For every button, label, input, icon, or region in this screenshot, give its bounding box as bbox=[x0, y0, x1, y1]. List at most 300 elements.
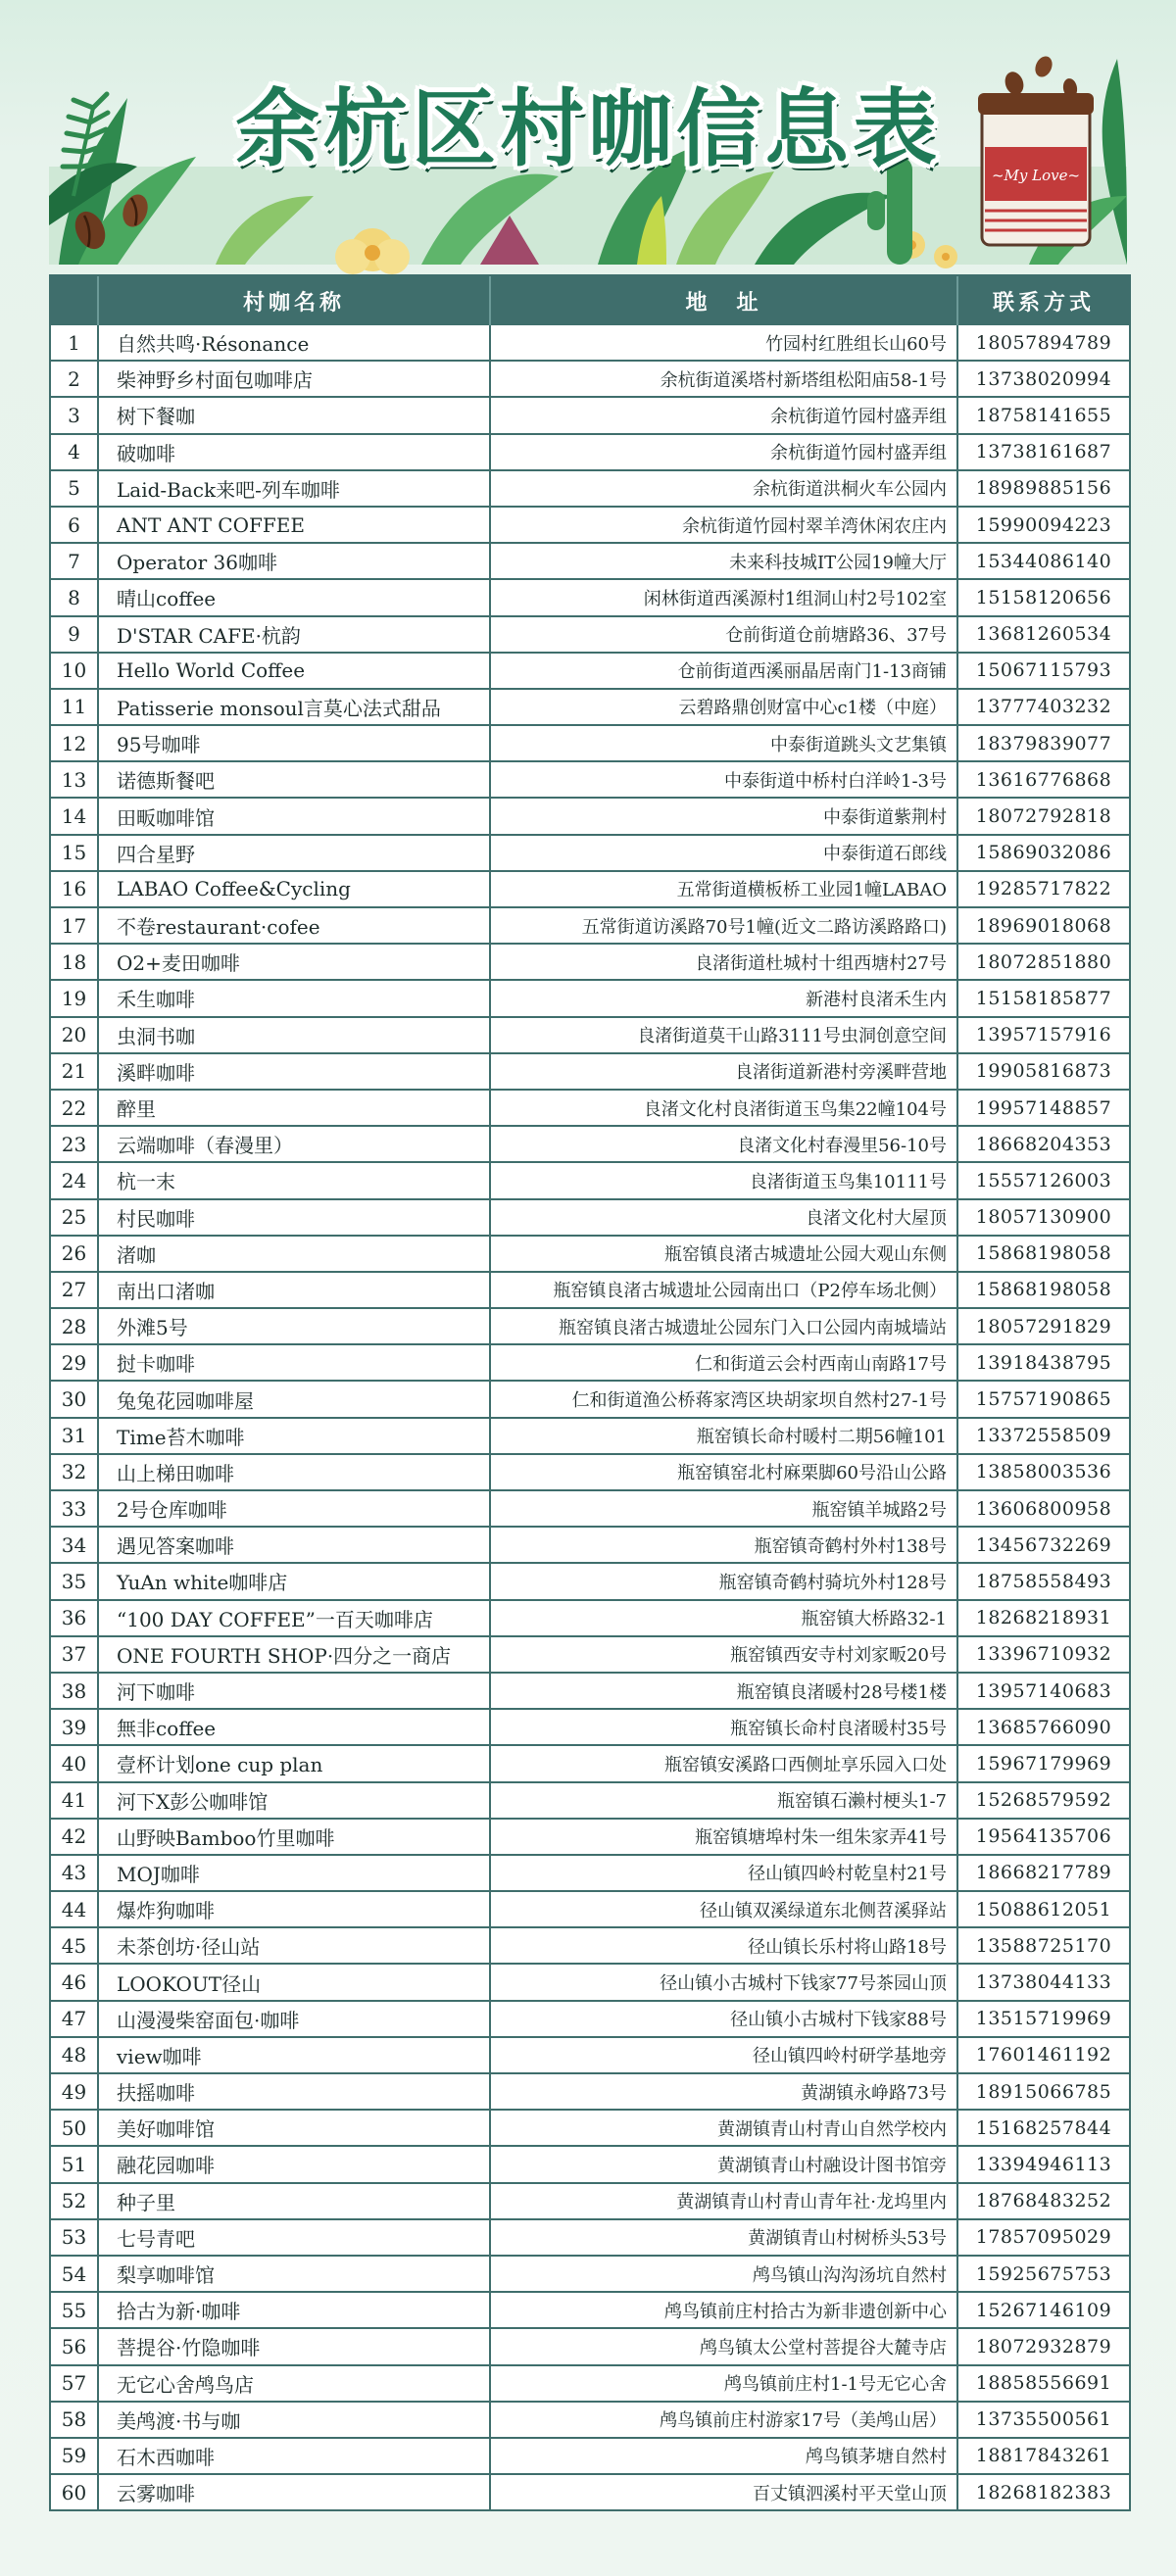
cafe-name: 村民咖啡 bbox=[98, 1199, 490, 1236]
cafe-name: 爆炸狗咖啡 bbox=[98, 1891, 490, 1927]
table-row bbox=[51, 1053, 1129, 1090]
cafe-address: 良渚街道莫干山路3111号虫洞创意空间 bbox=[490, 1017, 957, 1053]
cafe-phone: 15088612051 bbox=[957, 1891, 1129, 1927]
cafe-phone: 18915066785 bbox=[957, 2073, 1129, 2110]
page-title: 余杭区村咖信息表 bbox=[235, 80, 941, 178]
cafe-name: 河下咖啡 bbox=[98, 1673, 490, 1709]
cafe-phone: 15067115793 bbox=[957, 653, 1129, 689]
cafe-phone: 13918438795 bbox=[957, 1344, 1129, 1381]
cafe-name: 壹杯计划one cup plan bbox=[98, 1745, 490, 1781]
cafe-name: 梨享咖啡馆 bbox=[98, 2256, 490, 2292]
table-row bbox=[51, 1454, 1129, 1490]
cafe-address: 径山镇四岭村研学基地旁 bbox=[490, 2037, 957, 2073]
cafe-name: 山野映Bamboo竹里咖啡 bbox=[98, 1819, 490, 1855]
cafe-phone: 13738161687 bbox=[957, 434, 1129, 470]
cafe-phone: 13616776868 bbox=[957, 761, 1129, 798]
cafe-name: 美好咖啡馆 bbox=[98, 2110, 490, 2146]
svg-text:~My Love~: ~My Love~ bbox=[991, 167, 1081, 184]
cafe-phone: 13456732269 bbox=[957, 1527, 1129, 1563]
cafe-address: 鸬鸟镇山沟沟汤坑自然村 bbox=[490, 2256, 957, 2292]
cafe-name: ANT ANT COFFEE bbox=[98, 507, 490, 543]
cafe-address: 鸬鸟镇前庄村1-1号无它心舍 bbox=[490, 2365, 957, 2402]
cafe-name: 美鸬渡·书与咖 bbox=[98, 2402, 490, 2438]
row-number: 5 bbox=[51, 470, 98, 507]
cafe-name: D'STAR CAFE·杭韵 bbox=[98, 616, 490, 653]
cafe-address: 鸬鸟镇前庄村游家17号（美鸬山居） bbox=[490, 2402, 957, 2438]
cafe-address: 黄湖镇青山村融设计图书馆旁 bbox=[490, 2146, 957, 2182]
cafe-name: 种子里 bbox=[98, 2183, 490, 2219]
table-row bbox=[51, 1418, 1129, 1454]
cafe-phone: 18072792818 bbox=[957, 798, 1129, 834]
cafe-phone: 18758141655 bbox=[957, 397, 1129, 433]
cafe-address: 瓶窑镇大桥路32-1 bbox=[490, 1600, 957, 1636]
cafe-name: 河下X彭公咖啡馆 bbox=[98, 1782, 490, 1819]
cafe-name: 无它心舍鸬鸟店 bbox=[98, 2365, 490, 2402]
row-number: 59 bbox=[51, 2438, 98, 2474]
cafe-address: 中泰街道石郎线 bbox=[490, 835, 957, 871]
table-row bbox=[51, 1272, 1129, 1308]
row-number: 42 bbox=[51, 1819, 98, 1855]
table-row bbox=[51, 1381, 1129, 1417]
cafe-name: 融花园咖啡 bbox=[98, 2146, 490, 2182]
table-row bbox=[51, 361, 1129, 397]
cafe-address: 五常街道访溪路70号1幢(近文二路访溪路路口) bbox=[490, 907, 957, 944]
row-number: 24 bbox=[51, 1162, 98, 1198]
cafe-address: 径山镇长乐村将山路18号 bbox=[490, 1927, 957, 1964]
table-row bbox=[51, 1745, 1129, 1781]
table-row bbox=[51, 1162, 1129, 1198]
cafe-phone: 18072932879 bbox=[957, 2328, 1129, 2364]
row-number: 57 bbox=[51, 2365, 98, 2402]
cafe-name: 扶摇咖啡 bbox=[98, 2073, 490, 2110]
table-row bbox=[51, 2292, 1129, 2328]
row-number: 37 bbox=[51, 1636, 98, 1673]
cafe-name: 七号青吧 bbox=[98, 2219, 490, 2256]
table-row bbox=[51, 1017, 1129, 1053]
cafe-phone: 13777403232 bbox=[957, 689, 1129, 725]
table-row bbox=[51, 2328, 1129, 2364]
cafe-name: 柴神野乡村面包咖啡店 bbox=[98, 361, 490, 397]
cafe-name: YuAn white咖啡店 bbox=[98, 1563, 490, 1599]
row-number: 12 bbox=[51, 725, 98, 761]
cafe-phone: 18817843261 bbox=[957, 2438, 1129, 2474]
cafe-phone: 17601461192 bbox=[957, 2037, 1129, 2073]
table-row bbox=[51, 798, 1129, 834]
table-row bbox=[51, 907, 1129, 944]
column-header-index bbox=[51, 276, 98, 325]
table-row bbox=[51, 2183, 1129, 2219]
row-number: 7 bbox=[51, 543, 98, 579]
table-row bbox=[51, 1673, 1129, 1709]
table-row bbox=[51, 2256, 1129, 2292]
cafe-phone: 13515719969 bbox=[957, 2001, 1129, 2037]
cafe-address: 中泰街道中桥村白洋岭1-3号 bbox=[490, 761, 957, 798]
cafe-address: 良渚街道新港村旁溪畔营地 bbox=[490, 1053, 957, 1090]
table-row bbox=[51, 470, 1129, 507]
cafe-address: 瓶窑镇良渚古城遗址公园东门入口公园内南城墙站 bbox=[490, 1308, 957, 1344]
cafe-address: 良渚文化村大屋顶 bbox=[490, 1199, 957, 1236]
cafe-phone: 18072851880 bbox=[957, 944, 1129, 980]
row-number: 34 bbox=[51, 1527, 98, 1563]
row-number: 60 bbox=[51, 2474, 98, 2509]
column-header-contact: 联系方式 bbox=[957, 276, 1129, 325]
cafe-phone: 19957148857 bbox=[957, 1090, 1129, 1126]
table-row bbox=[51, 2219, 1129, 2256]
cafe-name: O2+麦田咖啡 bbox=[98, 944, 490, 980]
table-row bbox=[51, 1236, 1129, 1272]
cafe-name: 云端咖啡（春漫里） bbox=[98, 1126, 490, 1162]
row-number: 40 bbox=[51, 1745, 98, 1781]
table-row bbox=[51, 1527, 1129, 1563]
row-number: 30 bbox=[51, 1381, 98, 1417]
cafe-phone: 18268218931 bbox=[957, 1600, 1129, 1636]
cafe-name: 渚咖 bbox=[98, 1236, 490, 1272]
cafe-address: 瓶窑镇塘埠村朱一组朱家弄41号 bbox=[490, 1819, 957, 1855]
cafe-address: 余杭街道竹园村盛弄组 bbox=[490, 397, 957, 433]
cafe-name: 95号咖啡 bbox=[98, 725, 490, 761]
row-number: 3 bbox=[51, 397, 98, 433]
cafe-address: 百丈镇泗溪村平天堂山顶 bbox=[490, 2474, 957, 2509]
cafe-phone: 13957140683 bbox=[957, 1673, 1129, 1709]
cafe-phone: 13957157916 bbox=[957, 1017, 1129, 1053]
cafe-phone: 15158120656 bbox=[957, 579, 1129, 615]
cafe-address: 中泰街道跳头文艺集镇 bbox=[490, 725, 957, 761]
cafe-phone: 13738020994 bbox=[957, 361, 1129, 397]
cafe-name: 拾古为新·咖啡 bbox=[98, 2292, 490, 2328]
cafe-phone: 19285717822 bbox=[957, 871, 1129, 907]
cafe-address: 云碧路鼎创财富中心c1楼（中庭） bbox=[490, 689, 957, 725]
row-number: 55 bbox=[51, 2292, 98, 2328]
cafe-address: 余杭街道竹园村翠羊湾休闲农庄内 bbox=[490, 507, 957, 543]
row-number: 36 bbox=[51, 1600, 98, 1636]
row-number: 41 bbox=[51, 1782, 98, 1819]
row-number: 8 bbox=[51, 579, 98, 615]
row-number: 23 bbox=[51, 1126, 98, 1162]
cafe-phone: 15158185877 bbox=[957, 980, 1129, 1016]
column-header-address: 地 址 bbox=[490, 276, 957, 325]
row-number: 13 bbox=[51, 761, 98, 798]
table-row bbox=[51, 1490, 1129, 1527]
cafe-phone: 18668204353 bbox=[957, 1126, 1129, 1162]
cafe-name: 破咖啡 bbox=[98, 434, 490, 470]
cafe-phone: 19905816873 bbox=[957, 1053, 1129, 1090]
row-number: 32 bbox=[51, 1454, 98, 1490]
cafe-phone: 18057894789 bbox=[957, 325, 1129, 361]
cafe-address: 瓶窑镇良渚暖村28号楼1楼 bbox=[490, 1673, 957, 1709]
cafe-phone: 13681260534 bbox=[957, 616, 1129, 653]
table-row bbox=[51, 1563, 1129, 1599]
cafe-phone: 15869032086 bbox=[957, 835, 1129, 871]
table-row bbox=[51, 1308, 1129, 1344]
cafe-name: 無非coffee bbox=[98, 1709, 490, 1745]
table-row bbox=[51, 1126, 1129, 1162]
row-number: 9 bbox=[51, 616, 98, 653]
cafe-address: 五常街道横板桥工业园1幢LABAO bbox=[490, 871, 957, 907]
cafe-name: 溪畔咖啡 bbox=[98, 1053, 490, 1090]
cafe-phone: 18768483252 bbox=[957, 2183, 1129, 2219]
header-banner bbox=[49, 0, 1127, 274]
table-row bbox=[51, 1819, 1129, 1855]
table-row bbox=[51, 325, 1129, 361]
cafe-phone: 15868198058 bbox=[957, 1236, 1129, 1272]
row-number: 54 bbox=[51, 2256, 98, 2292]
cafe-name: 挝卡咖啡 bbox=[98, 1344, 490, 1381]
table-row bbox=[51, 1891, 1129, 1927]
cafe-name: 虫洞书咖 bbox=[98, 1017, 490, 1053]
row-number: 45 bbox=[51, 1927, 98, 1964]
cafe-name: Operator 36咖啡 bbox=[98, 543, 490, 579]
cafe-phone: 15168257844 bbox=[957, 2110, 1129, 2146]
cafe-name: 菩提谷·竹隐咖啡 bbox=[98, 2328, 490, 2364]
cafe-phone: 19564135706 bbox=[957, 1819, 1129, 1855]
table-row bbox=[51, 1709, 1129, 1745]
cafe-name: LABAO Coffee&Cycling bbox=[98, 871, 490, 907]
cafe-phone: 18268182383 bbox=[957, 2474, 1129, 2509]
cafe-address: 瓶窑镇西安寺村刘家畈20号 bbox=[490, 1636, 957, 1673]
cafe-name: 兔兔花园咖啡屋 bbox=[98, 1381, 490, 1417]
cafe-address: 仁和街道云会村西南山南路17号 bbox=[490, 1344, 957, 1381]
cafe-address: 瓶窑镇长命村良渚暖村35号 bbox=[490, 1709, 957, 1745]
row-number: 56 bbox=[51, 2328, 98, 2364]
row-number: 51 bbox=[51, 2146, 98, 2182]
row-number: 14 bbox=[51, 798, 98, 834]
table-row bbox=[51, 1600, 1129, 1636]
cafe-phone: 18057291829 bbox=[957, 1308, 1129, 1344]
table-row bbox=[51, 1199, 1129, 1236]
row-number: 4 bbox=[51, 434, 98, 470]
cafe-address: 仓前街道仓前塘路36、37号 bbox=[490, 616, 957, 653]
cafe-address: 径山镇四岭村乾皇村21号 bbox=[490, 1855, 957, 1891]
cafe-name: Hello World Coffee bbox=[98, 653, 490, 689]
cafe-name: 四合星野 bbox=[98, 835, 490, 871]
cafe-name: ONE FOURTH SHOP·四分之一商店 bbox=[98, 1636, 490, 1673]
row-number: 16 bbox=[51, 871, 98, 907]
cafe-phone: 18758558493 bbox=[957, 1563, 1129, 1599]
table-row bbox=[51, 616, 1129, 653]
table-row bbox=[51, 871, 1129, 907]
cafe-phone: 18057130900 bbox=[957, 1199, 1129, 1236]
cafe-phone: 13606800958 bbox=[957, 1490, 1129, 1527]
table-row bbox=[51, 653, 1129, 689]
row-number: 2 bbox=[51, 361, 98, 397]
table-row bbox=[51, 2438, 1129, 2474]
cafe-address: 良渚文化村良渚街道玉鸟集22幢104号 bbox=[490, 1090, 957, 1126]
row-number: 52 bbox=[51, 2183, 98, 2219]
cafe-phone: 13738044133 bbox=[957, 1964, 1129, 2000]
cafe-name: 醉里 bbox=[98, 1090, 490, 1126]
cafe-phone: 15268579592 bbox=[957, 1782, 1129, 1819]
table-row bbox=[51, 1636, 1129, 1673]
cafe-name: Laid-Back来吧-列车咖啡 bbox=[98, 470, 490, 507]
cafe-address: 径山镇双溪绿道东北侧苕溪驿站 bbox=[490, 1891, 957, 1927]
row-number: 38 bbox=[51, 1673, 98, 1709]
row-number: 19 bbox=[51, 980, 98, 1016]
cafe-address: 径山镇小古城村下钱家77号茶园山顶 bbox=[490, 1964, 957, 2000]
row-number: 25 bbox=[51, 1199, 98, 1236]
cafe-address: 瓶窑镇羊城路2号 bbox=[490, 1490, 957, 1527]
table-row bbox=[51, 1090, 1129, 1126]
row-number: 43 bbox=[51, 1855, 98, 1891]
table-row bbox=[51, 725, 1129, 761]
cafe-name: 田畈咖啡馆 bbox=[98, 798, 490, 834]
cafe-name: 诺德斯餐吧 bbox=[98, 761, 490, 798]
cafe-phone: 17857095029 bbox=[957, 2219, 1129, 2256]
table-row bbox=[51, 2073, 1129, 2110]
cafe-address: 良渚街道杜城村十组西塘村27号 bbox=[490, 944, 957, 980]
cafe-address: 瓶窑镇奇鹤村外村138号 bbox=[490, 1527, 957, 1563]
cafe-address: 新港村良渚禾生内 bbox=[490, 980, 957, 1016]
cafe-address: 余杭街道洪桐火车公园内 bbox=[490, 470, 957, 507]
cafe-address: 仁和街道渔公桥蒋家湾区块胡家坝自然村27-1号 bbox=[490, 1381, 957, 1417]
cafe-address: 仓前街道西溪丽晶居南门1-13商铺 bbox=[490, 653, 957, 689]
row-number: 53 bbox=[51, 2219, 98, 2256]
cafe-name: 不卷restaurant·cofee bbox=[98, 907, 490, 944]
row-number: 35 bbox=[51, 1563, 98, 1599]
cafe-address: 鸬鸟镇茅塘自然村 bbox=[490, 2438, 957, 2474]
cafe-name: 晴山coffee bbox=[98, 579, 490, 615]
cafe-phone: 13858003536 bbox=[957, 1454, 1129, 1490]
cafe-name: 云雾咖啡 bbox=[98, 2474, 490, 2509]
row-number: 18 bbox=[51, 944, 98, 980]
cafe-phone: 18858556691 bbox=[957, 2365, 1129, 2402]
table-row bbox=[51, 1964, 1129, 2000]
cafe-phone: 13396710932 bbox=[957, 1636, 1129, 1673]
cafe-address: 瓶窑镇石濑村梗头1-7 bbox=[490, 1782, 957, 1819]
table-row bbox=[51, 761, 1129, 798]
table-row bbox=[51, 835, 1129, 871]
cafe-name: 山上梯田咖啡 bbox=[98, 1454, 490, 1490]
table-row bbox=[51, 2001, 1129, 2037]
cafe-phone: 18668217789 bbox=[957, 1855, 1129, 1891]
cafe-name: Patisserie monsoul言莫心法式甜品 bbox=[98, 689, 490, 725]
cafe-address: 良渚文化村春漫里56-10号 bbox=[490, 1126, 957, 1162]
row-number: 33 bbox=[51, 1490, 98, 1527]
cafe-address: 瓶窑镇良渚古城遗址公园大观山东侧 bbox=[490, 1236, 957, 1272]
row-number: 44 bbox=[51, 1891, 98, 1927]
cafe-address: 竹园村红胜组长山60号 bbox=[490, 325, 957, 361]
row-number: 21 bbox=[51, 1053, 98, 1090]
cafe-address: 鸬鸟镇前庄村拾古为新非遗创新中心 bbox=[490, 2292, 957, 2328]
row-number: 1 bbox=[51, 325, 98, 361]
row-number: 17 bbox=[51, 907, 98, 944]
cafe-address: 黄湖镇青山村树桥头53号 bbox=[490, 2219, 957, 2256]
table-row bbox=[51, 1344, 1129, 1381]
table-row bbox=[51, 2146, 1129, 2182]
cafe-name: 禾生咖啡 bbox=[98, 980, 490, 1016]
cafe-name: view咖啡 bbox=[98, 2037, 490, 2073]
row-number: 50 bbox=[51, 2110, 98, 2146]
cafe-name: 树下餐咖 bbox=[98, 397, 490, 433]
cafe-name: Time苔木咖啡 bbox=[98, 1418, 490, 1454]
cafe-name: 外滩5号 bbox=[98, 1308, 490, 1344]
table-row bbox=[51, 2110, 1129, 2146]
cafe-phone: 18969018068 bbox=[957, 907, 1129, 944]
row-number: 31 bbox=[51, 1418, 98, 1454]
cafe-address: 瓶窑镇窑北村麻栗脚60号沿山公路 bbox=[490, 1454, 957, 1490]
cafe-name: LOOKOUT径山 bbox=[98, 1964, 490, 2000]
row-number: 46 bbox=[51, 1964, 98, 2000]
cafe-name: “100 DAY COFFEE”一百天咖啡店 bbox=[98, 1600, 490, 1636]
table-header-row bbox=[51, 276, 1129, 325]
cafe-address: 黄湖镇青山村青山青年社·龙坞里内 bbox=[490, 2183, 957, 2219]
row-number: 27 bbox=[51, 1272, 98, 1308]
cafe-name: 南出口渚咖 bbox=[98, 1272, 490, 1308]
cafe-phone: 13588725170 bbox=[957, 1927, 1129, 1964]
cafe-phone: 13685766090 bbox=[957, 1709, 1129, 1745]
cafe-phone: 18989885156 bbox=[957, 470, 1129, 507]
table-row bbox=[51, 980, 1129, 1016]
table-row bbox=[51, 434, 1129, 470]
cafe-name: 未茶创坊·径山站 bbox=[98, 1927, 490, 1964]
row-number: 47 bbox=[51, 2001, 98, 2037]
row-number: 22 bbox=[51, 1090, 98, 1126]
cafe-name: 山漫漫柴窑面包·咖啡 bbox=[98, 2001, 490, 2037]
cafe-phone: 15868198058 bbox=[957, 1272, 1129, 1308]
row-number: 28 bbox=[51, 1308, 98, 1344]
row-number: 58 bbox=[51, 2402, 98, 2438]
cafe-name: 杭一末 bbox=[98, 1162, 490, 1198]
cafe-phone: 15925675753 bbox=[957, 2256, 1129, 2292]
table-row bbox=[51, 397, 1129, 433]
column-header-name: 村咖名称 bbox=[98, 276, 490, 325]
cafe-name: 石木西咖啡 bbox=[98, 2438, 490, 2474]
cafe-phone: 18379839077 bbox=[957, 725, 1129, 761]
cafe-phone: 13735500561 bbox=[957, 2402, 1129, 2438]
row-number: 48 bbox=[51, 2037, 98, 2073]
cafe-phone: 15967179969 bbox=[957, 1745, 1129, 1781]
table-row bbox=[51, 2474, 1129, 2509]
cafe-address: 余杭街道竹园村盛弄组 bbox=[490, 434, 957, 470]
row-number: 10 bbox=[51, 653, 98, 689]
cafe-phone: 15267146109 bbox=[957, 2292, 1129, 2328]
cafe-phone: 15757190865 bbox=[957, 1381, 1129, 1417]
table-row bbox=[51, 2402, 1129, 2438]
table-row bbox=[51, 944, 1129, 980]
cafe-table bbox=[49, 274, 1131, 2511]
cafe-name: 自然共鸣·Résonance bbox=[98, 325, 490, 361]
table-row bbox=[51, 1927, 1129, 1964]
row-number: 39 bbox=[51, 1709, 98, 1745]
cafe-phone: 13372558509 bbox=[957, 1418, 1129, 1454]
row-number: 29 bbox=[51, 1344, 98, 1381]
cafe-phone: 15557126003 bbox=[957, 1162, 1129, 1198]
cafe-address: 瓶窑镇长命村暖村二期56幢101 bbox=[490, 1418, 957, 1454]
cafe-address: 瓶窑镇奇鹤村骑坑外村128号 bbox=[490, 1563, 957, 1599]
cafe-phone: 15990094223 bbox=[957, 507, 1129, 543]
cafe-address: 良渚街道玉鸟集10111号 bbox=[490, 1162, 957, 1198]
cafe-address: 瓶窑镇良渚古城遗址公园南出口（P2停车场北侧） bbox=[490, 1272, 957, 1308]
row-number: 20 bbox=[51, 1017, 98, 1053]
cafe-address: 瓶窑镇安溪路口西侧址享乐园入口处 bbox=[490, 1745, 957, 1781]
table-row bbox=[51, 2037, 1129, 2073]
table-row bbox=[51, 579, 1129, 615]
table-row bbox=[51, 543, 1129, 579]
cafe-address: 径山镇小古城村下钱家88号 bbox=[490, 2001, 957, 2037]
table-row bbox=[51, 2365, 1129, 2402]
cafe-address: 黄湖镇青山村青山自然学校内 bbox=[490, 2110, 957, 2146]
cafe-phone: 15344086140 bbox=[957, 543, 1129, 579]
cafe-phone: 13394946113 bbox=[957, 2146, 1129, 2182]
table-row bbox=[51, 689, 1129, 725]
table-row bbox=[51, 1782, 1129, 1819]
cafe-address: 余杭街道溪塔村新塔组松阳庙58-1号 bbox=[490, 361, 957, 397]
row-number: 49 bbox=[51, 2073, 98, 2110]
row-number: 6 bbox=[51, 507, 98, 543]
table-row bbox=[51, 1855, 1129, 1891]
cafe-name: 2号仓库咖啡 bbox=[98, 1490, 490, 1527]
cafe-name: 遇见答案咖啡 bbox=[98, 1527, 490, 1563]
cafe-address: 中泰街道紫荆村 bbox=[490, 798, 957, 834]
